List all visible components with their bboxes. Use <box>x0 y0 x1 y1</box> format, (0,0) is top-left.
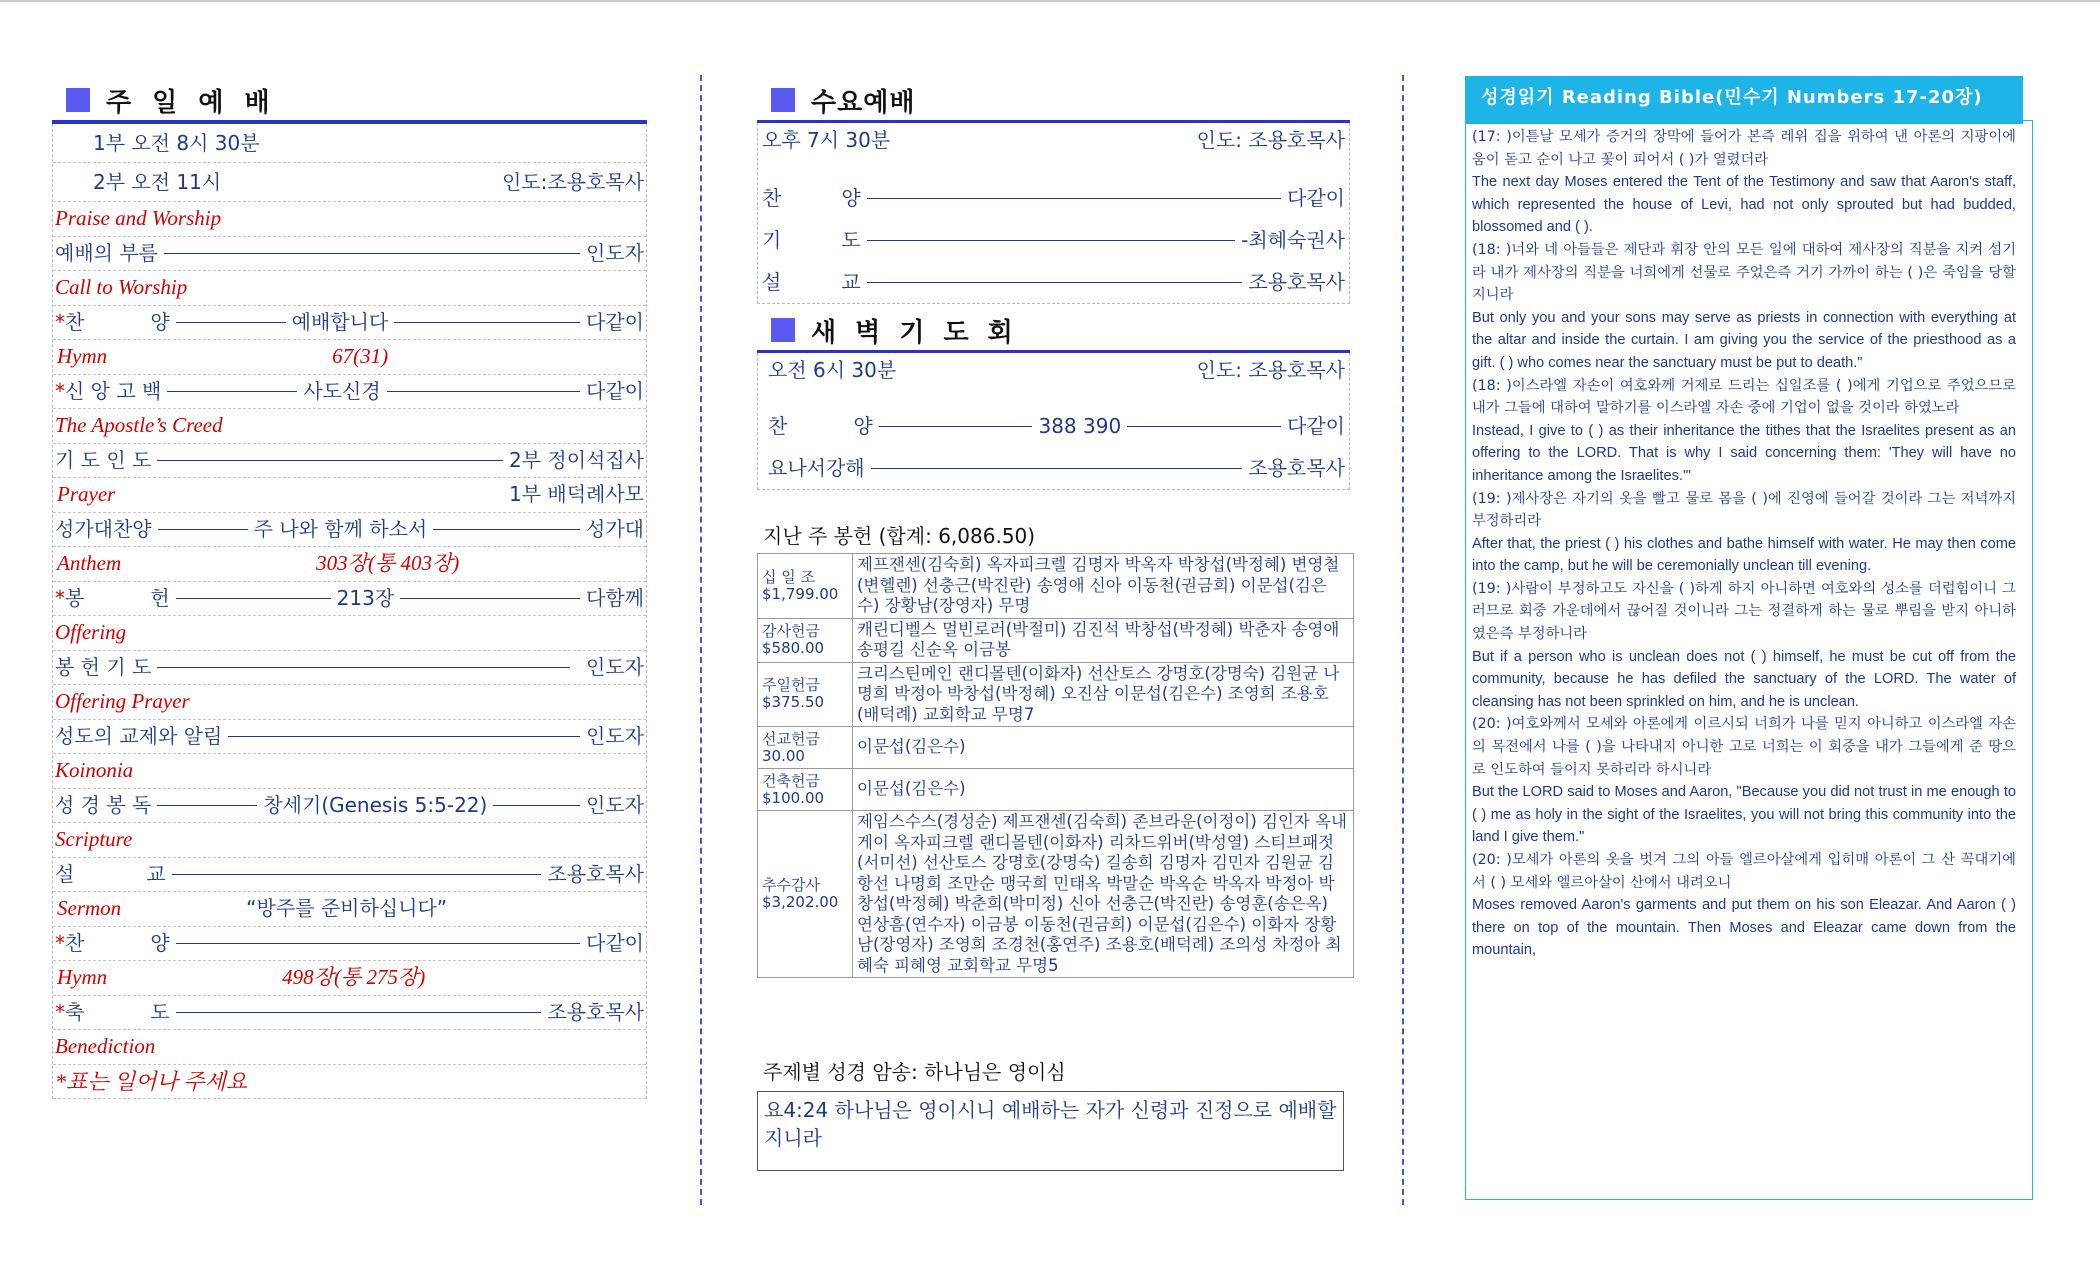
creed-row: * 신 앙 고 백 사도신경 다같이 <box>53 375 646 410</box>
column-divider-right <box>1402 75 1404 1205</box>
weekday-section <box>757 80 1350 1171</box>
call-to-worship-row: 예배의 부름 인도자 <box>53 237 646 272</box>
table-row: 추수감사 $3,202.00 제임스수스(경성순) 제프잰센(김숙희) 존브라운(이정이) 김인자 옥내게이 옥자피크렐 랜디몰텐(이화자) 리차드위버(박성열) 스티브패젓(서미선) 선산토스 강명호(강명숙) 길송희 김명자 김민자 김원균 김항선 나명희 조만순 맹국희 민태옥 박말순 박옥순 박옥자 박정아 박창섭(박정혜) 박춘희(박미정) 신아 선충근(박진란) 송영훈(송은옥) 연상흠(연수자) 이금봉 이동천(권금희) 이문섭(김은수) 이화자 장황남(장영자) 조영희 조경천(홍연주) 조용호(배덕례) 조의성 차정아 최혜숙 피혜영 교회학교 무명5 <box>758 811 1354 978</box>
benediction-label: Benediction <box>53 1030 646 1065</box>
memory-verse-box <box>757 1091 1344 1171</box>
wednesday-prayer-row: 기 도 -최혜숙권사 <box>762 228 1345 252</box>
top-border-line <box>0 0 2100 2</box>
bible-paragraph: (18: )이스라엘 자손이 여호와께 거제로 드리는 십일조를 ( )에게 기업으로 주었으므로 내가 그들에 대하여 말하기를 이스라엘 자손 중에 기업이 없을 것이라 하였노라 <box>1472 377 2016 417</box>
call-to-worship-label: Call to Worship <box>53 271 646 306</box>
bible-paragraph: The next day Moses entered the Tent of the Testimony and saw that Aaron's staff, which represented the house of Levi, had not only sprouted but had budded, blossomed and ( ). <box>1472 174 2016 236</box>
wednesday-service-box <box>757 123 1350 304</box>
sunday-service-section <box>52 80 647 1099</box>
dawn-prayer-title: 새 벽 기 도 회 <box>811 317 1018 348</box>
offering-label: Offering <box>53 616 646 651</box>
table-row: 선교헌금 30.00 이문섭(김은수) <box>758 727 1354 769</box>
sermon-row: 설 교 조용호목사 <box>53 858 646 893</box>
service1-time: 1부 오전 8시 30분 <box>53 124 646 163</box>
sermon-title: “방주를 준비하십니다” <box>246 896 448 920</box>
anthem-row: 성가대찬양 주 나와 함께 하소서 성가대 <box>53 513 646 548</box>
bible-paragraph: (17: )이튿날 모세가 증거의 장막에 들어가 본즉 레위 집을 위하여 낸 아론의 지팡이에 움이 돋고 순이 나고 꽃이 피어서 ( )가 열렸더라 <box>1472 129 2016 168</box>
service2-row: 2부 오전 11시 인도:조용호목사 <box>53 163 646 202</box>
prayer-label-row: Prayer 1부 배덕례사모 <box>53 478 646 513</box>
wednesday-hymn-row: 찬 양 다같이 <box>762 186 1345 210</box>
memory-verse-title: 주제별 성경 암송: 하나님은 영이심 <box>763 1060 1066 1084</box>
bible-paragraph: Moses removed Aaron's garments and put them on his son Eleazar. And Aaron ( ) there on top of the mountain. Then Moses and Eleazar came down from the mountain, <box>1472 897 2016 959</box>
sunday-service-title: 주 일 예 배 <box>106 87 276 118</box>
sunday-order-of-worship <box>52 124 647 1099</box>
hymn1-label-row: Hymn 67(31) <box>53 340 646 375</box>
bible-reading-box <box>1465 120 2033 1200</box>
bible-paragraph: But if a person who is unclean does not ( ) himself, he must be cut off from the community, because he has defiled the sanctuary of the LORD. The water of cleansing has not been sprinkled on him, and he is unclean. <box>1472 648 2016 710</box>
bible-reading-title: 성경읽기 Reading Bible(민수기 Numbers 17-20장) <box>1465 76 2023 124</box>
section-square-icon <box>66 88 90 112</box>
bible-paragraph: (20: )여호와께서 모세와 아론에게 이르시되 너희가 나를 믿지 아니하고 이스라엘 자손의 목전에서 나를 ( )을 나타내지 아니한 고로 너희는 이 회중을 내가 그들에게 준 땅으로 인도하여 들이지 못하리라 하시니라 <box>1472 716 2016 778</box>
koinonia-row: 성도의 교제와 알림 인도자 <box>53 720 646 755</box>
bible-reading-section <box>1465 76 2033 1200</box>
scripture-label: Scripture <box>53 823 646 858</box>
benediction-row: * 축 도 조용호목사 <box>53 996 646 1031</box>
wednesday-sermon-row: 설 교 조용호목사 <box>762 270 1345 294</box>
bible-paragraph: (19: )사람이 부정하고도 자신을 ( )하게 하지 아니하면 여호와의 성소를 더럽힘이니 그러므로 회중 가운데에서 끊어질 것이니라 그는 정결하게 하는 물로 뿌림을 받지 아니하였은즉 부정하니라 <box>1472 580 2016 643</box>
bible-paragraph: After that, the priest ( ) his clothes and bathe himself with water. He may then come into the camp, but he will be ceremonially unclean till evening. <box>1472 535 2016 575</box>
table-row: 건축헌금 $100.00 이문섭(김은수) <box>758 769 1354 811</box>
bible-paragraph: But only you and your sons may serve as priests in connection with everything at the altar and inside the curtain. I am giving you the service of the priesthood as a gift. ( ) who comes near the sanctuary must be put to death." <box>1472 309 2016 371</box>
offering-row: * 봉 헌 213장 다함께 <box>53 582 646 617</box>
column-divider-left <box>700 75 702 1205</box>
offering-prayer-row: 봉 헌 기 도 인도자 <box>53 651 646 686</box>
wednesday-header <box>757 80 1350 123</box>
dawn-prayer-header <box>757 310 1350 353</box>
dawn-prayer-box <box>757 353 1350 490</box>
service2-leader: 인도:조용호목사 <box>502 170 644 194</box>
dawn-time-row: 오전 6시 30분 인도: 조용호목사 <box>768 358 1345 382</box>
bible-paragraph: Instead, I give to ( ) as their inheritance the tithes that the Israelites present as an offering to the LORD. That is why I said concerning them: 'They will have no inheritance among the Israelites.'" <box>1472 422 2016 484</box>
prayer-row: 기 도 인 도 2부 정이석집사 <box>53 444 646 479</box>
hymn2-label-row: Hymn 498장(통 275장) <box>53 961 646 996</box>
bible-paragraph: (20: )모세가 아론의 옷을 벗겨 그의 아들 엘르아살에게 입히매 아론이 그 산 꼭대기에서 ( ) 모세와 엘르아살이 산에서 내려오니 <box>1472 852 2016 891</box>
praise-worship-label: Praise and Worship <box>53 202 646 237</box>
sunday-service-header <box>52 80 647 124</box>
offering-summary-title: 지난 주 봉헌 (합계: 6,086.50) <box>763 524 1036 548</box>
hymn2-row: * 찬 양 다같이 <box>53 927 646 962</box>
bible-paragraph: (18: )너와 네 아들들은 제단과 휘장 안의 모든 일에 대하여 제사장의 직분을 지켜 섬기라 내가 제사장의 직분을 너희에게 선물로 주었은즉 거기 가까이 하는 ( )은 죽임을 당할지니라 <box>1472 241 2016 304</box>
sermon-label-row: Sermon “방주를 준비하십니다” <box>53 892 646 927</box>
offering-table <box>757 553 1354 978</box>
bible-paragraph: But the LORD said to Moses and Aaron, "Because you did not trust in me enough to ( ) me as holy in the sight of the Israelites, you will not bring this community into the land I give them." <box>1472 784 2016 846</box>
section-square-icon <box>771 88 795 112</box>
section-square-icon <box>771 318 795 342</box>
scripture-row: 성 경 봉 독 창세기(Genesis 5:5-22) 인도자 <box>53 789 646 824</box>
offering-prayer-label: Offering Prayer <box>53 685 646 720</box>
hymn1-row: * 찬 양 예배합니다 다같이 <box>53 306 646 341</box>
table-row: 주일헌금 $375.50 크리스틴메인 랜디몰텐(이화자) 선산토스 강명호(강명숙) 김원균 나명희 박정아 박창섭(박정혜) 오진삼 이문섭(김은수) 조영희 조용호(배덕례) 교회학교 무명7 <box>758 662 1354 727</box>
standing-note: *표는 일어나 주세요 <box>53 1065 646 1100</box>
table-row: 십 일 조 $1,799.00 제프잰센(김숙희) 옥자피크렐 김명자 박옥자 박창섭(박정혜) 변영철(변헬렌) 선충근(박진란) 송영애 신아 이동천(권금희) 이문섭(김은수) 장황남(장영자) 무명 <box>758 554 1354 619</box>
table-row: 감사헌금 $580.00 캐린디벨스 멀빈로러(박절미) 김진석 박창섭(박정혜) 박춘자 송영애 송평길 신순옥 이금봉 <box>758 618 1354 662</box>
anthem-label-row: Anthem 303장(통 403장) <box>53 547 646 582</box>
memory-verse-text: 요4:24 하나님은 영이시니 예배하는 자가 신령과 진정으로 예배할지니라 <box>764 1098 1337 1150</box>
bible-paragraph: (19: )제사장은 자기의 옷을 빨고 물로 몸을 ( )에 진영에 들어갈 것이라 그는 저녁까지 부정하리라 <box>1472 490 2016 530</box>
wednesday-time-row: 오후 7시 30분 인도: 조용호목사 <box>762 128 1345 152</box>
wednesday-title: 수요예배 <box>811 87 916 118</box>
creed-label: The Apostle’s Creed <box>53 409 646 444</box>
dawn-sermon-row: 요나서강해 조용호목사 <box>768 456 1345 480</box>
koinonia-label: Koinonia <box>53 754 646 789</box>
dawn-hymn-row: 찬 양 388 390 다같이 <box>768 414 1345 438</box>
